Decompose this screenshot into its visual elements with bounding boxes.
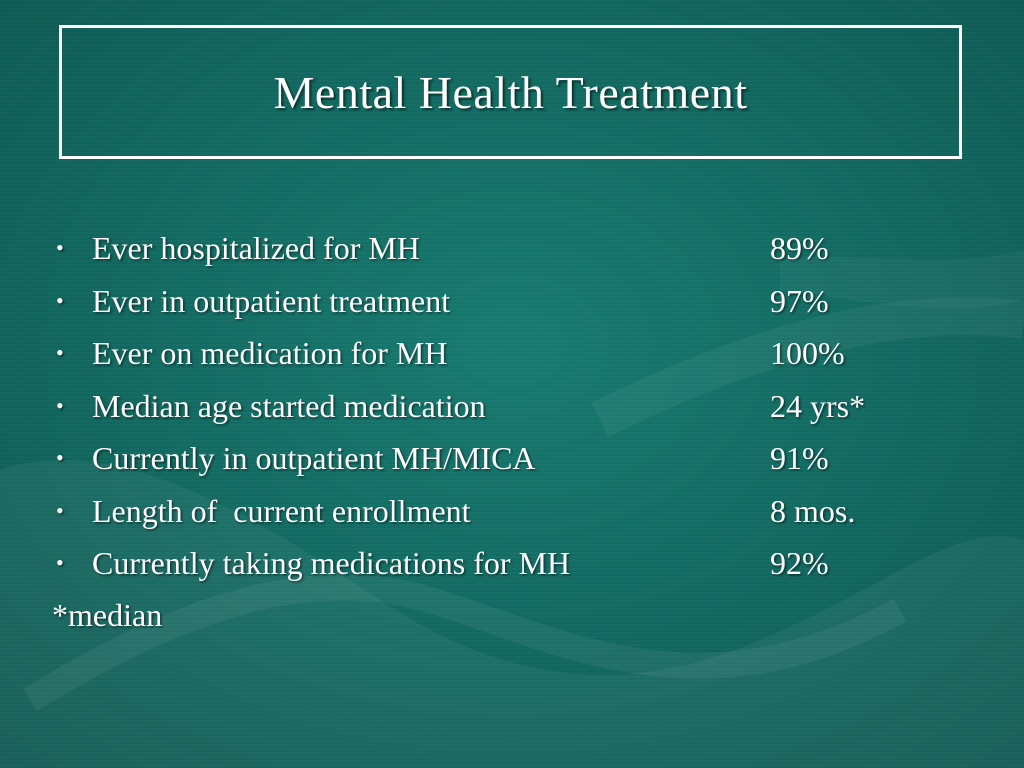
bullet-icon: •	[56, 497, 64, 523]
list-item	[52, 327, 952, 380]
list-item	[52, 275, 952, 328]
item-label: Median age started medication	[92, 387, 486, 424]
list-item	[52, 485, 952, 538]
treatment-list	[52, 222, 952, 590]
item-label: Ever on medication for MH	[92, 335, 448, 371]
item-value: 97%	[770, 282, 829, 319]
bullet-icon: •	[56, 550, 64, 575]
item-value: 92%	[770, 545, 829, 581]
bullet-icon: •	[56, 235, 64, 260]
item-label: Length of current enrollment	[92, 492, 471, 529]
item-label: Ever hospitalized for MH	[92, 230, 420, 266]
bullet-icon: •	[56, 340, 64, 365]
item-value: 91%	[770, 440, 829, 476]
list-item	[52, 380, 952, 433]
item-label: Ever in outpatient treatment	[92, 282, 451, 319]
bullet-icon: •	[56, 287, 64, 313]
bullet-icon: •	[56, 392, 64, 418]
item-value: 100%	[770, 335, 845, 371]
list-item	[52, 537, 952, 590]
item-value: 24 yrs*	[770, 387, 866, 424]
bullet-icon: •	[56, 445, 64, 470]
list-item	[52, 432, 952, 485]
item-label: Currently taking medications for MH	[92, 545, 571, 581]
list-item	[52, 222, 952, 275]
item-label: Currently in outpatient MH/MICA	[92, 440, 536, 476]
item-value: 89%	[770, 230, 829, 266]
title-frame	[59, 25, 962, 159]
slide-title: Mental Health Treatment	[273, 66, 748, 118]
footnote: *median	[52, 597, 163, 633]
item-value: 8 mos.	[770, 492, 856, 529]
